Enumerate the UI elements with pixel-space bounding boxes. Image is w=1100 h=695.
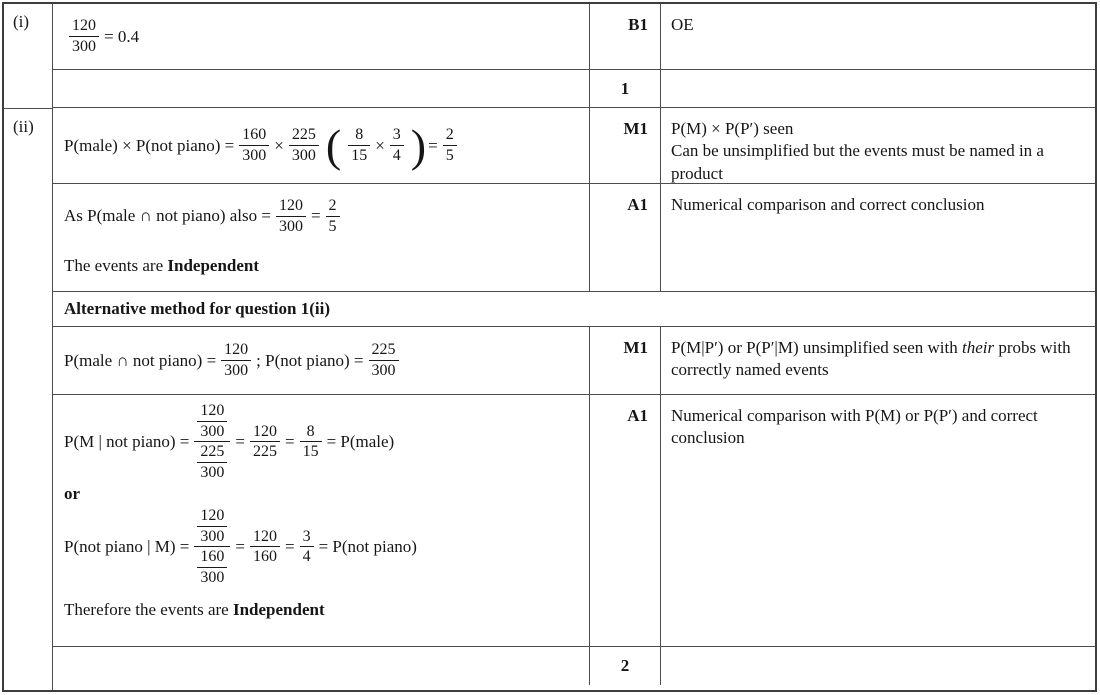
answer-cell	[53, 395, 590, 646]
text-line	[671, 14, 1081, 36]
question-part-ii-label: (ii)	[13, 117, 34, 136]
row-qii-total	[53, 647, 1095, 685]
mark-cell: B1	[590, 4, 661, 69]
formula-text: P(M|P′) or P(P′|M) unsimplified seen with	[671, 338, 962, 357]
formula-text: OE	[671, 15, 694, 34]
row-qi-answer	[53, 4, 1095, 70]
fraction: $\frac{160}{300}$	[197, 547, 227, 587]
mark-cell: A1	[590, 184, 661, 291]
fraction: $\frac{120}{300}$	[276, 196, 306, 236]
question-part-column	[4, 4, 53, 690]
fraction: $\frac{8}{15}$	[348, 125, 370, 165]
bold-text: Independent	[167, 256, 260, 276]
formula-text: =	[235, 536, 245, 556]
formula-line	[64, 600, 589, 620]
row-alt-probabilities	[53, 327, 1095, 395]
row-qi-total	[53, 70, 1095, 108]
comment-cell-empty	[661, 70, 1095, 107]
comment-cell	[661, 395, 1095, 646]
text-line	[671, 118, 1081, 140]
mark-scheme-table	[2, 2, 1097, 692]
formula-line	[64, 484, 589, 504]
bold-text: or	[64, 484, 81, 504]
fraction: $\frac{120}{300}$	[221, 340, 251, 380]
formula-line	[64, 196, 589, 236]
text-line	[671, 194, 1081, 216]
fraction: $\frac{225}{300}$	[289, 125, 319, 165]
answer-cell-empty	[53, 647, 590, 685]
mark-scheme-rows	[53, 4, 1095, 690]
formula-text: Can be unsimplified but the events must be named in a product	[671, 141, 1049, 183]
fraction: $\frac{120}{300}$	[197, 401, 227, 441]
formula-text: P(not piano | M) =	[64, 536, 190, 556]
formula-text: ×	[375, 135, 385, 155]
answer-cell-empty	[53, 70, 590, 107]
text-line	[64, 299, 330, 319]
formula-text: =	[428, 135, 438, 155]
formula-line	[64, 506, 589, 587]
nested-fraction	[194, 506, 230, 587]
formula-text: P(male) × P(not piano) =	[64, 135, 235, 155]
row-alt-conditional	[53, 395, 1095, 647]
formula-text: The events are	[64, 256, 168, 276]
formula-text: probs with correctly named events	[671, 338, 1075, 380]
fraction: $\frac{160}{300}$	[239, 125, 269, 165]
mark-cell: A1	[590, 395, 661, 646]
formula-line	[64, 256, 589, 276]
formula-line	[64, 120, 589, 172]
fraction: $\frac{120}{300}$	[197, 506, 227, 546]
formula-line	[64, 401, 589, 482]
fraction: $\frac{120}{225}$	[250, 422, 280, 462]
formula-line	[64, 16, 589, 56]
bold-text: Independent	[232, 600, 325, 620]
fraction: $\frac{2}{5}$	[443, 125, 457, 165]
fraction: $\frac{225}{300}$	[369, 340, 399, 380]
answer-cell	[53, 184, 590, 291]
question-part-ii	[4, 109, 52, 690]
formula-text: = P(not piano)	[318, 536, 417, 556]
formula-text: = P(male)	[326, 431, 395, 451]
right-paren: )	[410, 119, 427, 171]
comment-cell	[661, 327, 1095, 394]
mark-cell: M1	[590, 327, 661, 394]
row-qii-conclusion	[53, 184, 1095, 292]
formula-line	[64, 340, 589, 380]
formula-text: P(M | not piano) =	[64, 431, 190, 451]
comment-cell	[661, 184, 1095, 291]
comment-cell	[661, 108, 1095, 183]
formula-text: ; P(not piano) =	[256, 350, 364, 370]
text-line	[671, 140, 1081, 185]
bold-text: Alternative method for question 1(ii)	[64, 299, 330, 318]
fraction: $\frac{120}{300}$	[69, 16, 99, 56]
formula-text: Numerical comparison with P(M) or P(P′) and correct conclusion	[671, 406, 1043, 448]
formula-text: =	[235, 431, 245, 451]
fraction: $\frac{3}{4}$	[300, 527, 314, 567]
formula-text: Numerical comparison and correct conclusion	[671, 195, 985, 214]
formula-text: = 0.4	[104, 26, 140, 46]
total-marks-cell: 1	[590, 70, 661, 107]
answer-cell	[53, 327, 590, 394]
formula-text: =	[310, 206, 321, 226]
formula-text: As P(male ∩ not piano) also =	[64, 206, 271, 226]
text-line	[671, 337, 1081, 382]
answer-cell	[53, 108, 590, 183]
text-line	[671, 405, 1081, 450]
formula-text: ×	[274, 135, 284, 155]
comment-cell-empty	[661, 647, 1095, 685]
row-qii-product	[53, 108, 1095, 184]
nested-fraction	[194, 401, 230, 482]
mark-cell: M1	[590, 108, 661, 183]
fraction: $\frac{8}{15}$	[300, 422, 322, 462]
fraction: $\frac{225}{300}$	[197, 442, 227, 482]
fraction: $\frac{2}{5}$	[326, 196, 340, 236]
comment-cell	[661, 4, 1095, 69]
answer-cell	[53, 4, 590, 69]
formula-text: P(M) × P(P′) seen	[671, 119, 794, 138]
formula-text: Therefore the events are	[64, 600, 233, 620]
left-paren: (	[325, 119, 342, 171]
italic-text: their	[961, 338, 995, 357]
question-part-i-label: (i)	[13, 12, 30, 31]
fraction: $\frac{3}{4}$	[390, 125, 404, 165]
formula-text: P(male ∩ not piano) =	[64, 350, 217, 370]
alt-method-header	[53, 292, 1095, 326]
fraction: $\frac{120}{160}$	[250, 527, 280, 567]
row-alternative-method-header	[53, 292, 1095, 327]
formula-text: =	[284, 536, 295, 556]
total-marks-cell: 2	[590, 647, 661, 685]
question-part-i	[4, 4, 52, 109]
formula-text: =	[284, 431, 295, 451]
